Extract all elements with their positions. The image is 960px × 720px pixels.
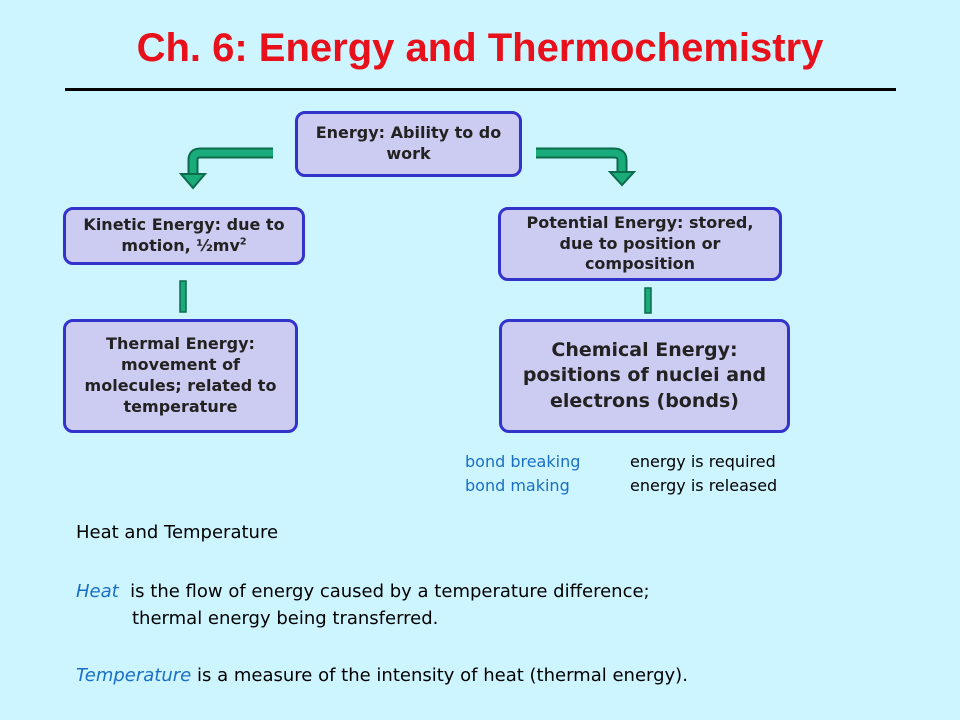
energy-box	[295, 111, 522, 177]
bond-energy-list	[465, 450, 777, 498]
arrow-to-chemical	[645, 288, 651, 313]
section-heading: Heat and Temperature	[76, 522, 279, 543]
slide-title: Ch. 6: Energy and Thermochemistry	[136, 26, 824, 70]
temperature-text: is a measure of the intensity of heat (thermal energy).	[197, 665, 688, 686]
heat-line-1: is the flow of energy caused by a temperature difference;	[130, 581, 650, 602]
bond-term: bond making	[465, 476, 570, 495]
temperature-definition	[76, 662, 936, 689]
kinetic-energy-box	[63, 207, 305, 265]
bond-row	[465, 474, 777, 498]
kinetic-text: Kinetic Energy: due to motion, ½mv	[83, 215, 285, 255]
potential-energy-label: Potential Energy: stored, due to position or composition	[526, 212, 754, 274]
bond-term: bond breaking	[465, 452, 581, 471]
kinetic-exponent: 2	[239, 236, 247, 248]
heat-line-2: thermal energy being transferred.	[132, 608, 439, 629]
bond-description: energy is released	[630, 476, 778, 495]
heat-definition	[76, 578, 876, 632]
thermal-energy-label: Thermal Energy: movement of molecules; related to temperature	[84, 334, 277, 416]
thermal-energy-box	[63, 319, 298, 433]
chemical-energy-label: Chemical Energy: positions of nuclei and electrons (bonds)	[522, 338, 767, 412]
arrow-to-potential	[536, 153, 634, 185]
arrow-to-thermal	[180, 281, 186, 312]
temperature-term: Temperature	[76, 665, 192, 686]
potential-energy-box	[498, 207, 782, 281]
bond-row	[465, 450, 777, 474]
heat-term: Heat	[76, 581, 119, 602]
chemical-energy-box	[499, 319, 790, 433]
kinetic-energy-label	[74, 215, 294, 257]
bond-description: energy is required	[630, 452, 776, 471]
arrow-to-kinetic	[181, 153, 273, 188]
energy-box-label: Energy: Ability to do work	[315, 123, 502, 163]
